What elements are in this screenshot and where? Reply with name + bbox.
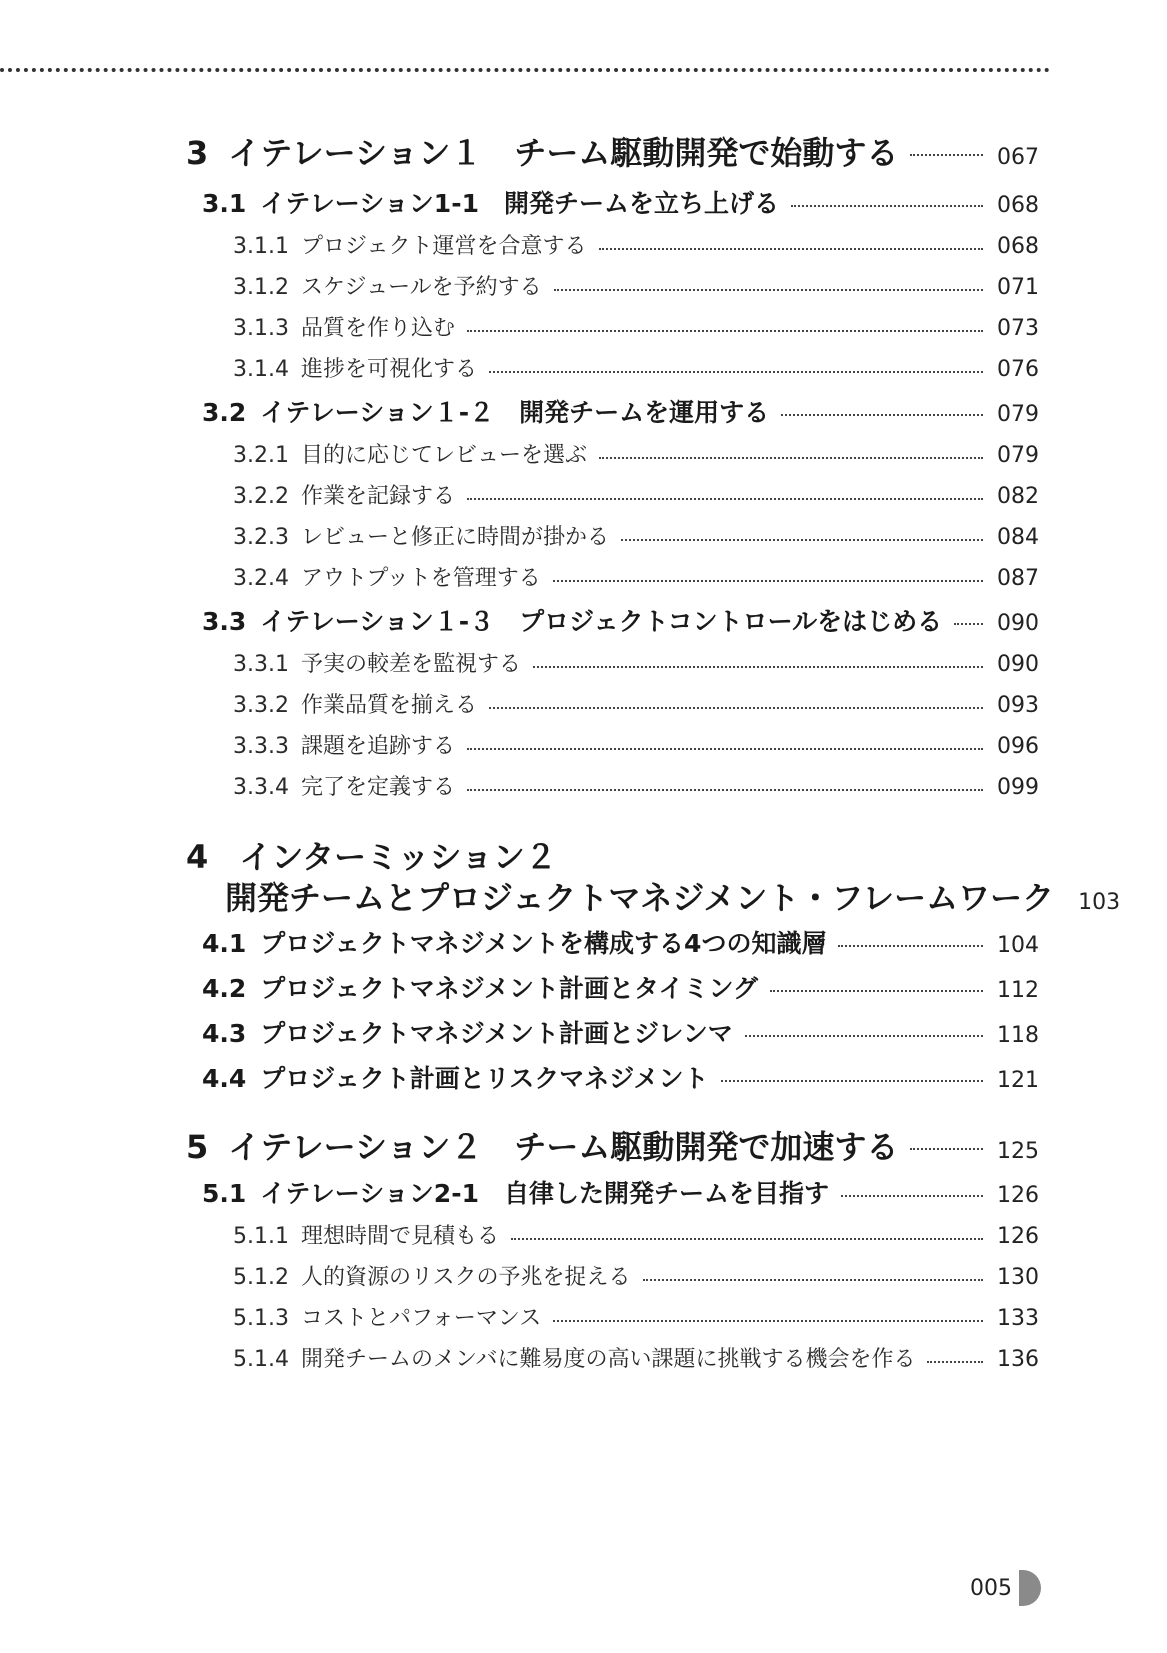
subsection-number: 5.1.1 — [233, 1224, 289, 1249]
subsection-number: 3.1.3 — [233, 316, 289, 341]
subsection-number: 3.1.2 — [233, 275, 289, 300]
chapter-number: 3 — [186, 134, 209, 172]
dot-leader — [533, 666, 983, 668]
subsection-title: 作業を記録する — [300, 484, 455, 509]
subsection-title: コストとパフォーマンス — [300, 1306, 542, 1331]
page-ref: 068 — [997, 193, 1039, 218]
subsection-number: 3.2.3 — [233, 525, 289, 550]
subsection-title: スケジュールを予約する — [300, 275, 542, 300]
toc-section-3-2[interactable] — [0, 393, 1167, 429]
page-ref: 090 — [997, 652, 1039, 677]
subsection-number: 3.1.4 — [233, 357, 289, 382]
chapter-title-line2: 開発チームとプロジェクトマネジメント・フレームワーク — [225, 879, 1055, 917]
dot-leader — [554, 289, 983, 291]
toc-subsection-3-1-2[interactable] — [0, 270, 1167, 301]
page-ref: 067 — [997, 145, 1039, 170]
subsection-number: 5.1.4 — [233, 1347, 289, 1372]
dot-leader — [721, 1080, 983, 1082]
page-ref: 071 — [997, 275, 1039, 300]
subsection-title: 作業品質を揃える — [300, 693, 477, 718]
subsection-number: 5.1.3 — [233, 1306, 289, 1331]
page-tab-marker — [1019, 1570, 1041, 1606]
toc-subsection-5-1-3[interactable] — [0, 1301, 1167, 1332]
subsection-title: アウトプットを管理する — [300, 566, 541, 591]
subsection-number: 3.3.2 — [233, 693, 289, 718]
dot-leader — [910, 1148, 983, 1150]
dot-leader — [553, 580, 983, 582]
page-ref: 126 — [997, 1183, 1039, 1208]
dot-leader — [745, 1035, 983, 1037]
section-title: イテレーション１-２ 開発チームを運用する — [260, 398, 770, 427]
page-ref: 126 — [997, 1224, 1039, 1249]
subsection-title: 進捗を可視化する — [300, 357, 477, 382]
dot-leader — [467, 498, 983, 500]
section-title: イテレーション１-３ プロジェクトコントロールをはじめる — [260, 607, 943, 636]
toc-subsection-3-1-3[interactable] — [0, 311, 1167, 342]
subsection-title: 人的資源のリスクの予兆を捉える — [300, 1265, 631, 1290]
toc-chapter-4[interactable] — [0, 873, 1167, 919]
section-number: 4.4 — [202, 1064, 247, 1093]
page-ref: 104 — [997, 933, 1039, 958]
dot-leader — [599, 248, 983, 250]
subsection-title: プロジェクト運営を合意する — [300, 234, 587, 259]
toc-subsection-3-2-2[interactable] — [0, 479, 1167, 510]
chapter-number: 4 — [186, 838, 209, 876]
dot-leader — [489, 707, 983, 709]
page-ref: 093 — [997, 693, 1039, 718]
dot-leader — [838, 945, 983, 947]
subsection-number: 5.1.2 — [233, 1265, 289, 1290]
section-title: プロジェクトマネジメントを構成する4つの知識層 — [260, 929, 827, 958]
subsection-title: 目的に応じてレビューを選ぶ — [300, 443, 587, 468]
dot-leader — [770, 990, 983, 992]
section-title: プロジェクトマネジメント計画とジレンマ — [260, 1019, 733, 1048]
page-ref: 079 — [997, 402, 1039, 427]
page-ref: 087 — [997, 566, 1039, 591]
section-number: 5.1 — [202, 1179, 247, 1208]
toc-section-4-1[interactable] — [0, 924, 1167, 960]
toc-subsection-3-3-4[interactable] — [0, 770, 1167, 801]
dot-leader — [599, 457, 983, 459]
dot-leader — [791, 205, 983, 207]
page-ref: 084 — [997, 525, 1039, 550]
section-number: 3.2 — [202, 398, 247, 427]
subsection-number: 3.3.3 — [233, 734, 289, 759]
dot-leader — [621, 539, 983, 541]
section-number: 3.3 — [202, 607, 247, 636]
section-title: イテレーション2-1 自律した開発チームを目指す — [260, 1179, 829, 1208]
toc-subsection-3-2-3[interactable] — [0, 520, 1167, 551]
toc-subsection-5-1-1[interactable] — [0, 1219, 1167, 1250]
page-number: 005 — [970, 1576, 1012, 1601]
subsection-title: 開発チームのメンバに難易度の高い課題に挑戦する機会を作る — [300, 1347, 916, 1372]
subsection-number: 3.3.1 — [233, 652, 289, 677]
page-ref: 076 — [997, 357, 1039, 382]
dot-leader — [781, 414, 983, 416]
page-ref: 112 — [997, 978, 1039, 1003]
chapter-title: イテレーション２ チーム駆動開発で加速する — [228, 1128, 899, 1166]
subsection-number: 3.2.1 — [233, 443, 289, 468]
subsection-number: 3.2.2 — [233, 484, 289, 509]
page-ref: 121 — [997, 1068, 1039, 1093]
subsection-title: 予実の較差を監視する — [300, 652, 521, 677]
page-ref: 118 — [997, 1023, 1039, 1048]
subsection-title: 理想時間で見積もる — [300, 1224, 499, 1249]
chapter-title-line1: インターミッション２ — [239, 838, 557, 876]
page-ref: 136 — [997, 1347, 1039, 1372]
dot-leader — [467, 748, 983, 750]
toc-subsection-3-3-1[interactable] — [0, 647, 1167, 678]
dot-leader — [553, 1320, 983, 1322]
section-number: 4.2 — [202, 974, 247, 1003]
subsection-number: 3.2.4 — [233, 566, 289, 591]
chapter-title: イテレーション１ チーム駆動開発で始動する — [228, 134, 899, 172]
toc-section-5-1[interactable] — [0, 1174, 1167, 1210]
toc-subsection-3-1-4[interactable] — [0, 352, 1167, 383]
top-dotted-rule — [0, 68, 1050, 72]
subsection-title: 完了を定義する — [300, 775, 455, 800]
dot-leader — [467, 330, 983, 332]
page-ref: 068 — [997, 234, 1039, 259]
toc-chapter-4-heading[interactable] — [186, 832, 557, 878]
toc-section-3-3[interactable] — [0, 602, 1167, 638]
dot-leader — [467, 789, 983, 791]
page-ref: 079 — [997, 443, 1039, 468]
toc-subsection-5-1-2[interactable] — [0, 1260, 1167, 1291]
toc-section-4-4[interactable] — [0, 1059, 1167, 1095]
dot-leader — [927, 1361, 983, 1363]
page-ref: 082 — [997, 484, 1039, 509]
page-ref: 096 — [997, 734, 1039, 759]
page-ref: 103 — [1078, 890, 1121, 915]
dot-leader — [910, 154, 983, 156]
subsection-title: レビューと修正に時間が掛かる — [300, 525, 609, 550]
dot-leader — [954, 623, 983, 625]
dot-leader — [489, 371, 983, 373]
page-ref: 130 — [997, 1265, 1039, 1290]
toc-subsection-5-1-4[interactable] — [0, 1342, 1167, 1373]
page-ref: 125 — [997, 1139, 1039, 1164]
subsection-number: 3.1.1 — [233, 234, 289, 259]
section-number: 3.1 — [202, 189, 247, 218]
toc-section-4-3[interactable] — [0, 1014, 1167, 1050]
page-ref: 133 — [997, 1306, 1039, 1331]
toc-subsection-3-3-2[interactable] — [0, 688, 1167, 719]
toc-subsection-3-1-1[interactable] — [0, 229, 1167, 260]
page-ref: 099 — [997, 775, 1039, 800]
section-number: 4.3 — [202, 1019, 247, 1048]
section-title: イテレーション1-1 開発チームを立ち上げる — [260, 189, 779, 218]
toc-chapter-3[interactable] — [0, 128, 1167, 174]
page-ref: 090 — [997, 611, 1039, 636]
toc-subsection-3-2-1[interactable] — [0, 438, 1167, 469]
toc-section-3-1[interactable] — [0, 184, 1167, 220]
subsection-number: 3.3.4 — [233, 775, 289, 800]
chapter-number: 5 — [186, 1128, 209, 1166]
toc-subsection-3-3-3[interactable] — [0, 729, 1167, 760]
section-title: プロジェクト計画とリスクマネジメント — [260, 1064, 709, 1093]
dot-leader — [643, 1279, 983, 1281]
toc-section-4-2[interactable] — [0, 969, 1167, 1005]
toc-chapter-5[interactable] — [0, 1122, 1167, 1168]
page-ref: 073 — [997, 316, 1039, 341]
toc-subsection-3-2-4[interactable] — [0, 561, 1167, 592]
subsection-title: 課題を追跡する — [300, 734, 455, 759]
dot-leader — [841, 1195, 983, 1197]
section-number: 4.1 — [202, 929, 247, 958]
subsection-title: 品質を作り込む — [300, 316, 455, 341]
dot-leader — [511, 1238, 983, 1240]
section-title: プロジェクトマネジメント計画とタイミング — [260, 974, 759, 1003]
